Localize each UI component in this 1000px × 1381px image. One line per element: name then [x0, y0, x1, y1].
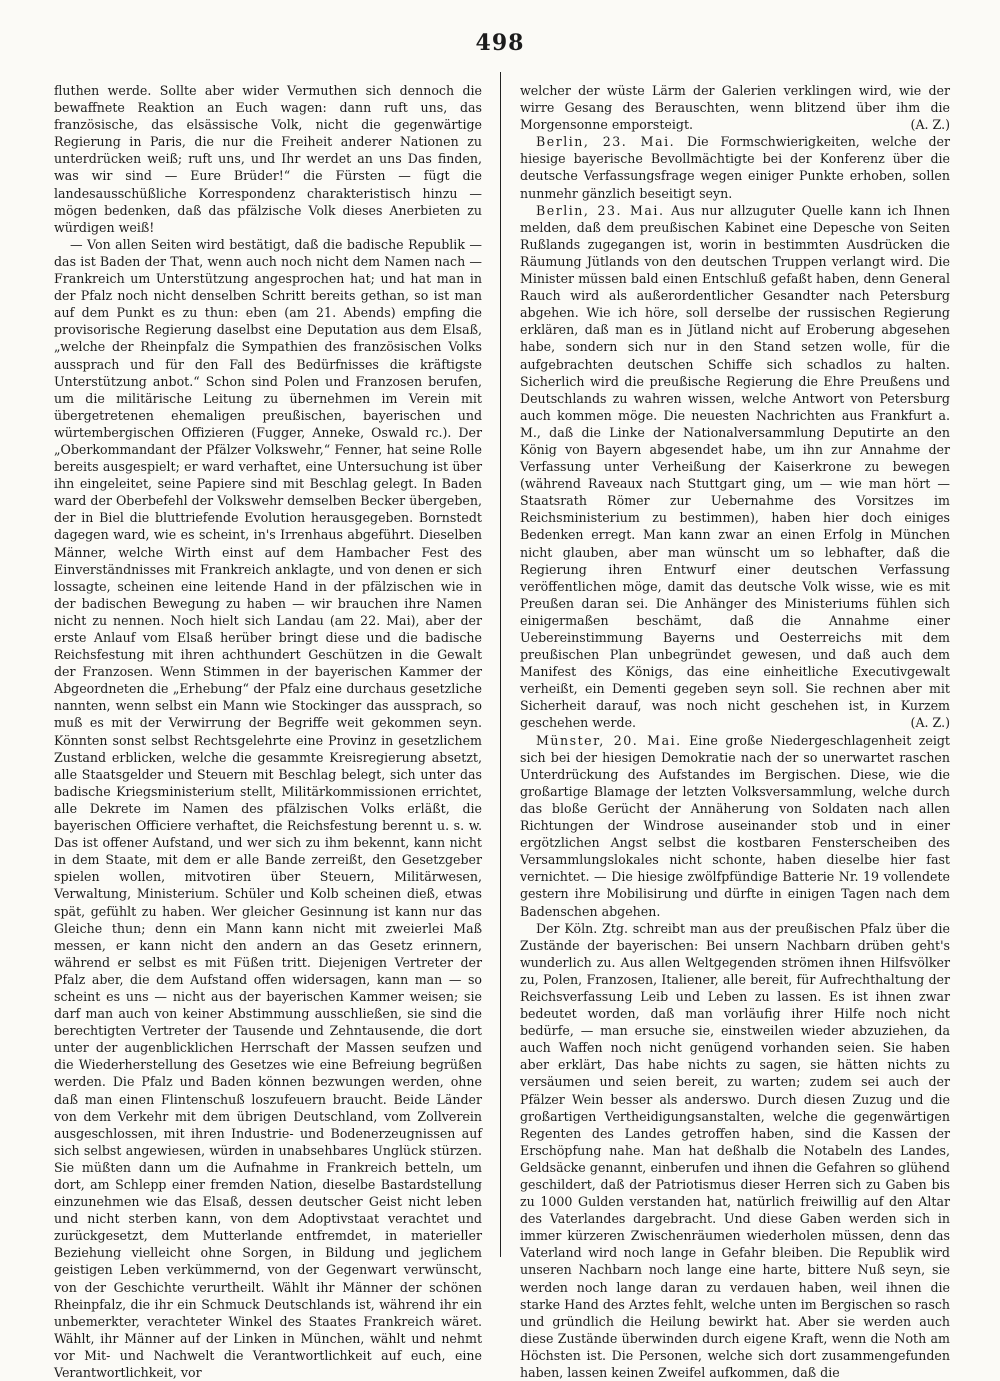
- article-text: Aus nur allzuguter Quelle kann ich Ihnen melden, daß dem preußischen Kabinet eine Depesche von Seiten Rußlands zugegangen ist, worin in bestimmten Ausdrücken die Räumung Jütlands von den deutschen Truppen verlangt wird. Die Minister müssen bald einen Entschluß gefaßt haben, denn General Rauch wird als außerordentlicher Gesandter nach Petersburg abgehen. Wie ich höre, soll derselbe der russischen Regierung erklären, daß man es in Jütland nicht auf Eroberung abgesehen habe, sondern sich nur in den Stand setzen wolle, für die aufgebrachten deutschen Schiffe sich schadlos zu halten. Sicherlich wird die preußische Regierung die Ehre Preußens und Deutschlands zu wahren wissen, welche Antwort von Petersburg auch kommen möge. Die neuesten Nachrichten aus Frankfurt a. M., daß die Linke der Nationalversammlung Deputirte an den König von Bayern abgesendet habe, um ihn zur Annahme der Verfassung unter Verheißung der Kaiserkrone zu bewegen (während Raveaux nach Stuttgart ging, um — wie man hört — Staatsrath Römer zur Uebernahme des Vorsitzes im Reichsministerium zu bestimmen), haben hier doch einiges Bedenken erregt. Man kann zwar an einen Erfolg in München nicht glauben, aber man wünscht um so lebhafter, daß die Regierung ihren Entwurf einer deutschen Verfassung veröffentlichen möge, damit das deutsche Volk wisse, wie es mit Preußen daran sei. Die Anhänger des Ministeriums fühlen sich einigermaßen beschämt, daß die Annahme einer Uebereinstimmung Bayerns und Oesterreichs mit dem preußischen Plan unbegründet gewesen, und daß auch dem Manifest des Königs, das eine einheitliche Executivgewalt verheißt, ein Dementi gegeben seyn soll. Sie rechnen aber mit Sicherheit darauf, was noch nicht geschehen ist, in Kurzem geschehen werde.: [520, 202, 950, 731]
- left-column: [54, 82, 482, 1381]
- source-signature: (A. Z.): [910, 715, 950, 731]
- right-paragraph-2: [520, 133, 950, 201]
- dateline: Berlin, 23. Mai.: [536, 134, 676, 150]
- page-number: 498: [475, 30, 525, 56]
- dateline: Münster, 20. Mai.: [536, 732, 682, 748]
- left-paragraph-2: — Von allen Seiten wird bestätigt, daß die badische Republik — das ist Baden der That, wenn auch noch nicht dem Namen nach — Frankreich um Unterstützung angesprochen hat; und hat man in der Pfalz noch nicht denselben Schritt bereits gethan, so ist man auf dem Punkt es zu thun: eben (am 21. Abends) empfing die provisorische Regierung daselbst eine Deputation aus dem Elsaß, „welche der Rheinpfalz die Sympathien des französischen Volks aussprach und für den Fall des Bedürfnisses die kräftigste Unterstützung anbot.“ Schon sind Polen und Franzosen berufen, um die militärische Leitung zu übernehmen im Verein mit übergetretenen ehemaligen preußischen, bayerischen und würtembergischen Offizieren (Fugger, Anneke, Oswald rc.). Der „Oberkommandant der Pfälzer Volkswehr,“ Fenner, hat seine Rolle bereits ausgespielt; er ward verhaftet, eine Untersuchung ist über ihn eingeleitet, seine Papiere sind mit Beschlag gelegt. In Baden ward der Oberbefehl der Volkswehr demselben Becker übergeben, der in Biel die bluttriefende Evolution herausgegeben. Bornstedt dagegen ward, wie es scheint, in's Irrenhaus abgeführt. Dieselben Männer, welche Wirth einst auf dem Hambacher Fest des Einverständnisses mit Frankreich anklagte, und von denen er sich lossagte, scheinen eine leitende Hand in der pfälzischen wie in der badischen Bewegung zu haben — wir brauchen ihre Namen nicht zu nennen. Noch hielt sich Landau (am 22. Mai), aber der erste Anlauf vom Elsaß herüber bringt diese und die badische Reichsfestung mit ihren achthundert Geschützen in die Gewalt der Franzosen. Wenn Stimmen in der bayerischen Kammer der Abgeordneten die „Erhebung“ der Pfalz eine durchaus gesetzliche nannten, wenn selbst ein Mann wie Stockinger das aussprach, so muß es mit der Verwirrung der Begriffe weit gekommen seyn. Könnten sonst selbst Rechtsgelehrte eine Provinz in gesetzlichem Zustand erblicken, welche die gesammte Kreisregierung absetzt, alle Staatsgelder und Steuern mit Beschlag belegt, sich unter das badische Kriegsministerium stellt, Militärkommissionen errichtet, alle Dekrete im Namen des pfälzischen Volks erläßt, die bayerischen Officiere verhaftet, die Reichsfestung berennt u. s. w. Das ist offener Aufstand, und wer sich zu ihm bekennt, kann nicht in dem Staate, mit dem er alle Bande zerreißt, den Gesetzgeber spielen wollen, mitvotiren über Steuern, Militärwesen, Verwaltung, Ministerium. Schüler und Kolb scheinen dieß, etwas spät, gefühlt zu haben. Wer gleicher Gesinnung ist kann nur das Gleiche thun; denn ein Mann kann nicht mit zweierlei Maß messen, er kann nicht den andern an das Gesetz erinnern, während er selbst es mit Füßen tritt. Diejenigen Vertreter der Pfalz aber, die dem Aufstand offen widersagen, kann man — so scheint es uns — nicht aus der bayerischen Kammer weisen; sie darf man auch von keiner Abstimmung ausschließen, sie sind die berechtigten Vertreter der Tausende und Zehntausende, die dort unter der augenblicklichen Herrschaft der Massen seufzen und die Wiederherstellung des Gesetzes wie eine Befreiung begrüßen werden. Die Pfalz und Baden können bezwungen werden, ohne daß man einen Flintenschuß loszufeuern braucht. Beide Länder von dem Verkehr mit dem übrigen Deutschland, vom Zollverein ausgeschlossen, mit ihren Industrie- und Bodenerzeugnissen auf sich selbst angewiesen, würden in unabsehbares Unglück stürzen. Sie müßten dann um die Aufnahme in Frankreich betteln, um dort, am Schlepp einer fremden Nation, dieselbe Bastardstellung einzunehmen wie das Elsaß, dessen deutscher Geist nicht leben und nicht sterben kann, von dem Adoptivstaat verachtet und zurückgesetzt, dem Mutterlande entfremdet, in materieller Beziehung vielleicht ohne Sorgen, in Bildung und jeglichem geistigen Leben verkümmernd, von der Gegenwart verwünscht, von der Geschichte verurtheilt. Wählt ihr Männer der schönen Rheinpfalz, die ihr ein Schmuck Deutschlands ist, während ihr ein unbemerkter, verachteter Winkel des Staates Frankreich wäret. Wählt, ihr Männer auf der Linken in München, wählt und nehmt vor Mit- und Nachwelt die Verantwortlichkeit auf euch, eine Verantwortlichkeit, vor: [54, 236, 482, 1381]
- right-paragraph-4: [520, 732, 950, 920]
- article-text: Die Formschwierigkeiten, welche der hiesige bayerische Bevollmächtigte bei der Konferenz über die deutsche Verfassungsfrage wegen einiger Punkte erhoben, sollen nunmehr gänzlich beseitigt seyn.: [520, 134, 950, 201]
- right-paragraph-3: [520, 202, 950, 732]
- right-column: [520, 82, 950, 1381]
- dateline: Berlin, 23. Mai.: [536, 202, 665, 218]
- article-text: welcher der wüste Lärm der Galerien verklingen wird, wie der wirre Gesang des Berauschten, wenn blitzend über ihm die Morgensonne emporsteigt.: [520, 83, 950, 133]
- right-paragraph-1: [520, 82, 950, 133]
- source-signature: (A. Z.): [910, 117, 950, 133]
- right-paragraph-5: Der Köln. Ztg. schreibt man aus der preußischen Pfalz über die Zustände der bayerischen: Bei unsern Nachbarn drüben geht's wunderlich zu. Aus allen Weltgegenden strömen ihnen Hilfsvölker zu, Polen, Franzosen, Italiener, alle bereit, für Aufrechthaltung der Reichsverfassung Leib und Leben zu lassen. Es ist ihnen zwar bedeutet worden, daß man vorläufig ihrer Hilfe noch nicht bedürfe, — man ersuche sie, einstweilen wieder abzuziehen, da auch Waffen noch nicht genügend vorhanden seien. Sie haben aber erklärt, Das habe nichts zu sagen, sie hätten nichts zu versäumen und seien bereit, zu warten; zudem sei auch der Pfälzer Wein besser als anderswo. Durch diesen Zuzug und die großartigen Vertheidigungsanstalten, welche die gegenwärtigen Regenten des Landes getroffen haben, sind die Kassen der Erschöpfung nahe. Man hat deßhalb die Notabeln des Landes, Geldsäcke genannt, einberufen und ihnen die Gefahren so glühend geschildert, daß der Patriotismus dieser Herren sich zu Gaben bis zu 1000 Gulden verstanden hat, natürlich freiwillig auf den Altar des Vaterlandes dargebracht. Und diese Gaben werden sich in immer kürzeren Zwischenräumen wiederholen müssen, denn das Vaterland wird noch lange in Gefahr bleiben. Die Republik wird unseren Nachbarn noch lange eine harte, bittere Nuß seyn, sie werden noch lange daran zu verdauen haben, weil ihnen die starke Hand des Arztes fehlt, welche unten im Bergischen so rasch und gründlich die Heilung bewirkt hat. Aber sie werden auch diese Zustände überwinden durch eigene Kraft, wenn die Noth am Höchsten ist. Die Personen, welche sich dort zusammengefunden haben, lassen keinen Zweifel aufkommen, daß die: [520, 920, 950, 1381]
- left-paragraph-1: fluthen werde. Sollte aber wider Vermuthen sich dennoch die bewaffnete Reaktion an Euch wagen: dann ruft uns, das französische, das elsässische Volk, nicht die gegenwärtige Regierung in Paris, die nur die Freiheit anderer Nationen zu unterdrücken weiß; ruft uns, und Ihr werdet an uns Das finden, was wir sind — Eure Brüder!“ die Fürsten — fügt die landesausschüßliche Korrespondenz charakteristisch hinzu — mögen bedenken, daß das pfälzische Volk dieses Anerbieten zu würdigen weiß!: [54, 83, 482, 235]
- column-divider: [500, 72, 501, 1257]
- article-text: Eine große Niedergeschlagenheit zeigt sich bei der hiesigen Demokratie nach der so unerwartet raschen Unterdrückung des Aufstandes im Bergischen. Diese, wie die großartige Blamage der letzten Volksversammlung, welche durch das bloße Gerücht der Annäherung von Soldaten nach allen Richtungen der Windrose auseinander stob und in einer ergötzlichen Angst selbst die kostbaren Fensterscheiben des Versammlungslokales nicht schonte, haben dieselbe hier fast vernichtet. — Die hiesige zwölfpfündige Batterie Nr. 19 vollendete gestern ihre Mobilisirung und dürfte in einigen Tagen nach dem Badenschen abgehen.: [520, 732, 950, 919]
